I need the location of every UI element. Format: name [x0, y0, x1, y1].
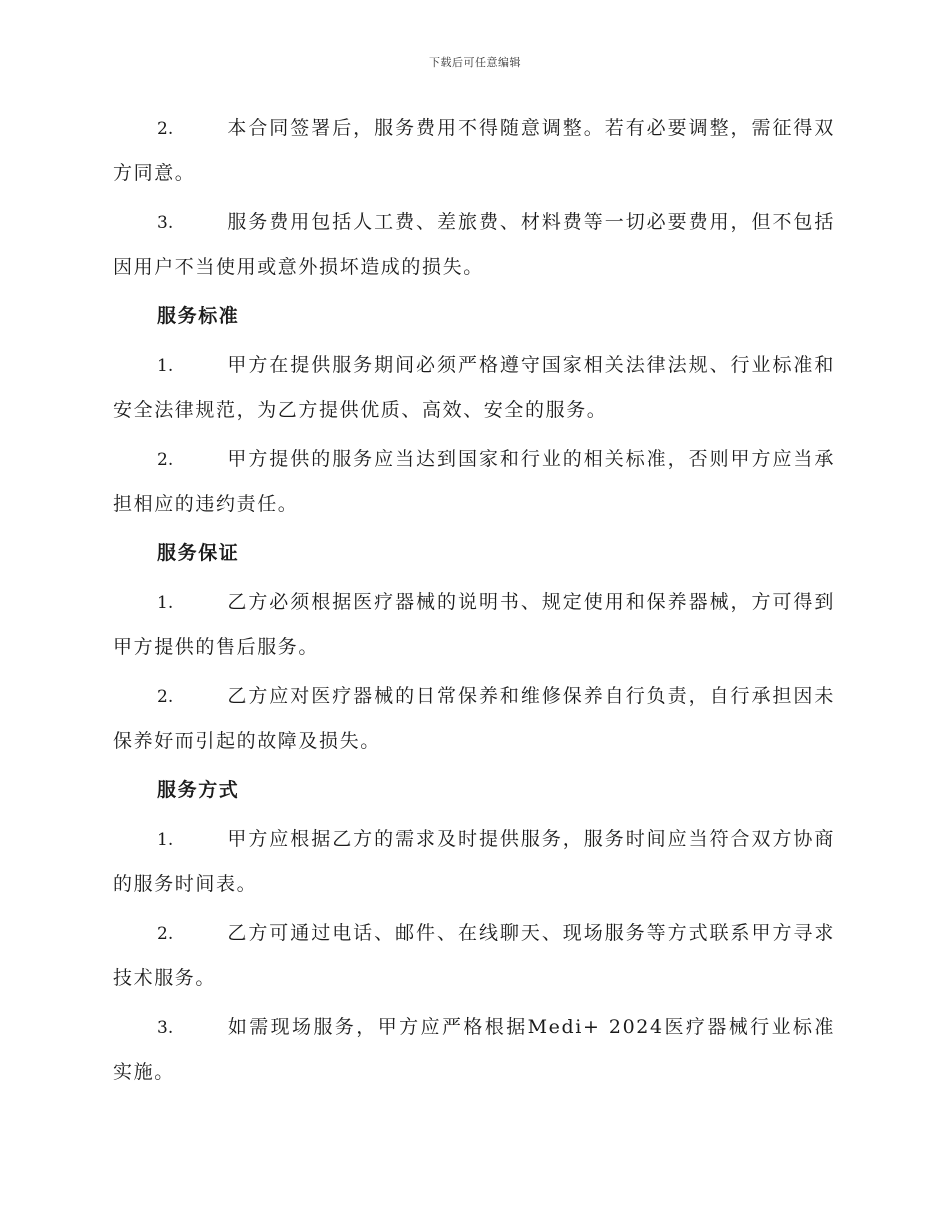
item-text: 乙方应对医疗器械的日常保养和维修保养自行负责，自行承担因未保养好而引起的故障及损失。: [113, 685, 835, 752]
item-text: 甲方提供的服务应当达到国家和行业的相关标准，否则甲方应当承担相应的违约责任。: [113, 448, 835, 515]
item-number: 1.: [157, 593, 174, 613]
method-item-3: [113, 1005, 835, 1094]
standard-item-1: [113, 343, 835, 432]
item-text: 甲方应根据乙方的需求及时提供服务，服务时间应当符合双方协商的服务时间表。: [113, 828, 835, 895]
item-text: 乙方必须根据医疗器械的说明书、规定使用和保养器械，方可得到甲方提供的售后服务。: [113, 591, 835, 658]
page-header-note: 下载后可任意编辑: [429, 56, 521, 69]
item-number: 3.: [157, 213, 174, 233]
fees-item-3: [113, 200, 835, 289]
item-number: 2.: [157, 119, 174, 139]
section-heading-guarantee: 服务保证: [157, 542, 240, 564]
guarantee-item-1: [113, 580, 835, 669]
item-number: 2.: [157, 450, 174, 470]
guarantee-item-2: [113, 674, 835, 763]
item-number: 3.: [157, 1018, 174, 1038]
item-text: 甲方在提供服务期间必须严格遵守国家相关法律法规、行业标准和安全法律规范，为乙方提供优质、高效、安全的服务。: [113, 354, 835, 421]
item-number: 1.: [157, 356, 174, 376]
standard-item-2: [113, 437, 835, 526]
section-heading-method: 服务方式: [157, 779, 240, 801]
item-number: 1.: [157, 830, 174, 850]
item-number: 2.: [157, 687, 174, 707]
method-item-1: [113, 817, 835, 906]
method-item-2: [113, 911, 835, 1000]
item-text: 乙方可通过电话、邮件、在线聊天、现场服务等方式联系甲方寻求技术服务。: [113, 922, 835, 989]
fees-item-2: [113, 106, 835, 195]
item-text: 如需现场服务，甲方应严格根据Medi+ 2024医疗器械行业标准实施。: [113, 1016, 835, 1083]
item-text: 服务费用包括人工费、差旅费、材料费等一切必要费用，但不包括因用户不当使用或意外损坏造成的损失。: [113, 211, 835, 278]
item-number: 2.: [157, 924, 174, 944]
document-body: [113, 106, 835, 1099]
section-heading-standard: 服务标准: [157, 305, 240, 327]
item-text: 本合同签署后，服务费用不得随意调整。若有必要调整，需征得双方同意。: [113, 117, 835, 184]
